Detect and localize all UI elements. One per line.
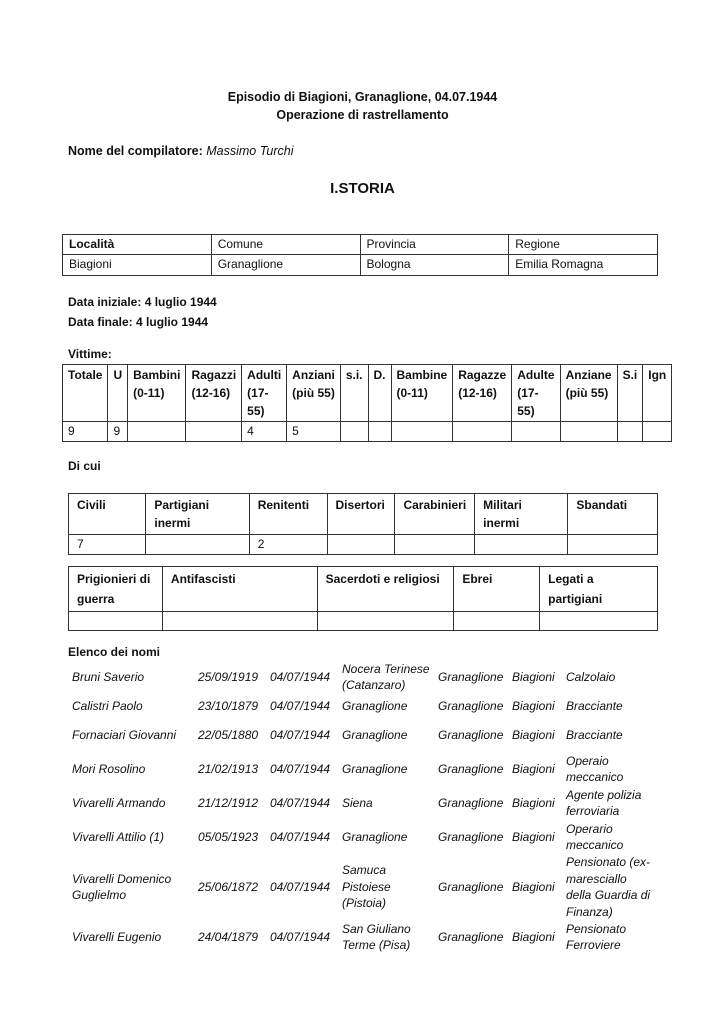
victim-death-date: 04/07/1944 — [270, 761, 331, 776]
victim-death-date: 04/07/1944 — [270, 879, 331, 894]
di-cui-2-value-cell — [69, 612, 163, 631]
di-cui-2-header-row — [69, 567, 658, 612]
dates-block — [68, 292, 217, 332]
victims-value-cell — [617, 422, 643, 442]
victims-header-cell: S.i — [617, 365, 643, 422]
di-cui-1-value-cell — [568, 535, 658, 555]
victim-localita: Biagioni — [512, 829, 555, 844]
victim-birthplace: Samuca Pistoiese (Pistoia) — [342, 863, 391, 911]
victim-comune: Granaglione — [438, 829, 504, 844]
victim-birthplace: Granaglione — [342, 761, 408, 776]
di-cui-1-value-cell: 7 — [69, 535, 146, 555]
victims-value-cell — [368, 422, 391, 442]
di-cui-1-header-cell: Renitenti — [249, 494, 327, 535]
victim-comune: Granaglione — [438, 698, 504, 713]
victims-header-cell: Bambine (0-11) — [391, 365, 453, 422]
victims-value-cell — [453, 422, 512, 442]
operation-subtitle: Operazione di rastrellamento — [276, 108, 449, 122]
victim-localita: Biagioni — [512, 795, 555, 810]
victim-birth-date: 05/05/1923 — [198, 829, 259, 844]
victim-birth-date: 25/09/1919 — [198, 669, 259, 684]
location-value-cell: Granaglione — [211, 255, 360, 275]
victim-comune: Granaglione — [438, 879, 504, 894]
section-title: I.STORIA — [330, 180, 395, 197]
table-row — [68, 920, 658, 954]
di-cui-1-value-cell: 2 — [249, 535, 327, 555]
victims-header-cell: Ragazzi (12-16) — [186, 365, 242, 422]
location-value-cell: Bologna — [360, 255, 509, 275]
location-table — [62, 234, 658, 276]
victim-death-date: 04/07/1944 — [270, 727, 331, 742]
victim-comune: Granaglione — [438, 795, 504, 810]
victims-value-cell — [391, 422, 453, 442]
victim-comune: Granaglione — [438, 929, 504, 944]
di-cui-table-1 — [68, 493, 658, 555]
location-header-cell: Località — [63, 235, 212, 255]
victim-localita: Biagioni — [512, 879, 555, 894]
victim-birthplace: Granaglione — [342, 829, 408, 844]
victim-localita: Biagioni — [512, 929, 555, 944]
di-cui-2-header-cell: Prigionieri di guerra — [69, 567, 163, 612]
location-header-cell: Provincia — [360, 235, 509, 255]
victim-name: Vivarelli Domenico Guglielmo — [72, 871, 172, 902]
table-row — [68, 752, 658, 786]
di-cui-2-value-cell — [162, 612, 317, 631]
di-cui-2-header-cell: Sacerdoti e religiosi — [317, 567, 454, 612]
victim-job: Operaio meccanico — [566, 753, 624, 784]
di-cui-1-value-row — [69, 535, 658, 555]
victim-job: Bracciante — [566, 698, 623, 713]
di-cui-1-value-cell — [146, 535, 249, 555]
victims-header-cell: U — [108, 365, 128, 422]
location-header-cell: Comune — [211, 235, 360, 255]
victim-death-date: 04/07/1944 — [270, 929, 331, 944]
victims-header-cell: s.i. — [340, 365, 368, 422]
victims-value-cell — [340, 422, 368, 442]
victim-name: Fornaciari Giovanni — [72, 727, 177, 742]
victims-value-cell — [643, 422, 672, 442]
table-row — [68, 718, 658, 752]
location-value-row — [63, 255, 658, 275]
victims-value-cell — [512, 422, 560, 442]
victim-birth-date: 23/10/1879 — [198, 698, 259, 713]
victim-localita: Biagioni — [512, 761, 555, 776]
victims-header-cell: D. — [368, 365, 391, 422]
victim-birth-date: 21/12/1912 — [198, 795, 259, 810]
victims-header-cell: Bambini (0-11) — [128, 365, 186, 422]
victim-birthplace: Siena — [342, 795, 373, 810]
compiler-label: Nome del compilatore: — [68, 144, 203, 158]
victims-table — [62, 364, 672, 442]
di-cui-1-header-cell: Carabinieri — [395, 494, 475, 535]
start-date: Data iniziale: 4 luglio 1944 — [68, 295, 217, 309]
victim-birthplace: Nocera Terinese (Catanzaro) — [342, 661, 430, 692]
victim-birthplace: Granaglione — [342, 698, 408, 713]
victims-value-cell: 9 — [108, 422, 128, 442]
di-cui-1-header-row — [69, 494, 658, 535]
di-cui-1-header-cell: Disertori — [327, 494, 395, 535]
victim-name: Bruni Saverio — [72, 669, 145, 684]
victim-localita: Biagioni — [512, 669, 555, 684]
di-cui-1-value-cell — [395, 535, 475, 555]
victim-comune: Granaglione — [438, 761, 504, 776]
di-cui-2-header-cell: Legati a partigiani — [540, 567, 658, 612]
victim-job: Agente polizia ferroviaria — [566, 787, 642, 818]
di-cui-1-header-cell: Partigiani inermi — [146, 494, 249, 535]
di-cui-1-value-cell — [475, 535, 568, 555]
di-cui-table-2 — [68, 566, 658, 631]
victim-death-date: 04/07/1944 — [270, 698, 331, 713]
victim-name: Calistri Paolo — [72, 698, 143, 713]
victim-comune: Granaglione — [438, 669, 504, 684]
victim-birth-date: 21/02/1913 — [198, 761, 259, 776]
location-header-cell: Regione — [509, 235, 658, 255]
victims-value-row — [63, 422, 672, 442]
location-value-cell: Biagioni — [63, 255, 212, 275]
victims-header-cell: Anziani (più 55) — [287, 365, 341, 422]
victim-job: Calzolaio — [566, 669, 616, 684]
table-row — [68, 660, 658, 694]
victim-name: Mori Rosolino — [72, 761, 146, 776]
victims-value-cell: 5 — [287, 422, 341, 442]
victim-localita: Biagioni — [512, 698, 555, 713]
victims-value-cell — [560, 422, 617, 442]
victims-value-cell: 9 — [63, 422, 108, 442]
victim-birthplace: San Giuliano Terme (Pisa) — [342, 921, 411, 952]
episode-title: Episodio di Biagioni, Granaglione, 04.07.1944 — [227, 90, 498, 104]
compiler-line — [68, 142, 294, 160]
victims-value-cell — [128, 422, 186, 442]
victims-header-row — [63, 365, 672, 422]
victim-death-date: 04/07/1944 — [270, 829, 331, 844]
compiler-name: Massimo Turchi — [206, 144, 294, 158]
di-cui-2-value-cell — [540, 612, 658, 631]
victim-death-date: 04/07/1944 — [270, 669, 331, 684]
victim-job: Bracciante — [566, 727, 623, 742]
location-value-cell: Emilia Romagna — [509, 255, 658, 275]
victims-label: Vittime: — [68, 347, 112, 361]
di-cui-label: Di cui — [68, 459, 101, 473]
di-cui-2-header-cell: Ebrei — [454, 567, 540, 612]
table-row — [68, 786, 658, 820]
victims-header-cell: Adulti (17-55) — [242, 365, 287, 422]
di-cui-2-value-cell — [317, 612, 454, 631]
victims-header-cell: Ragazze (12-16) — [453, 365, 512, 422]
victim-comune: Granaglione — [438, 727, 504, 742]
table-row — [68, 854, 658, 920]
names-list-label: Elenco dei nomi — [68, 645, 161, 659]
victim-name: Vivarelli Eugenio — [72, 929, 162, 944]
victim-name: Vivarelli Attilio (1) — [72, 829, 165, 844]
di-cui-1-header-cell: Sbandati — [568, 494, 658, 535]
victims-header-cell: Totale — [63, 365, 108, 422]
victims-value-cell — [186, 422, 242, 442]
victims-header-cell: Adulte (17-55) — [512, 365, 560, 422]
victim-birth-date: 24/04/1879 — [198, 929, 259, 944]
victim-localita: Biagioni — [512, 727, 555, 742]
table-row — [68, 694, 658, 718]
victim-job: Pensionato Ferroviere — [566, 921, 627, 952]
di-cui-1-header-cell: Civili — [69, 494, 146, 535]
victim-job: Operario meccanico — [566, 821, 624, 852]
names-table — [68, 660, 658, 954]
victims-header-cell: Anziane (più 55) — [560, 365, 617, 422]
end-date: Data finale: 4 luglio 1944 — [68, 315, 209, 329]
table-row — [68, 820, 658, 854]
victim-name: Vivarelli Armando — [72, 795, 166, 810]
victims-header-cell: Ign — [643, 365, 672, 422]
victim-birth-date: 25/06/1872 — [198, 879, 259, 894]
victims-value-cell: 4 — [242, 422, 287, 442]
victim-job: Pensionato (ex-maresciallo della Guardia di Finanza) — [566, 855, 651, 919]
di-cui-1-value-cell — [327, 535, 395, 555]
victim-birthplace: Granaglione — [342, 727, 408, 742]
victim-death-date: 04/07/1944 — [270, 795, 331, 810]
location-header-row — [63, 235, 658, 255]
di-cui-2-value-row — [69, 612, 658, 631]
victim-birth-date: 22/05/1880 — [198, 727, 259, 742]
di-cui-2-value-cell — [454, 612, 540, 631]
di-cui-2-header-cell: Antifascisti — [162, 567, 317, 612]
di-cui-1-header-cell: Militari inermi — [475, 494, 568, 535]
